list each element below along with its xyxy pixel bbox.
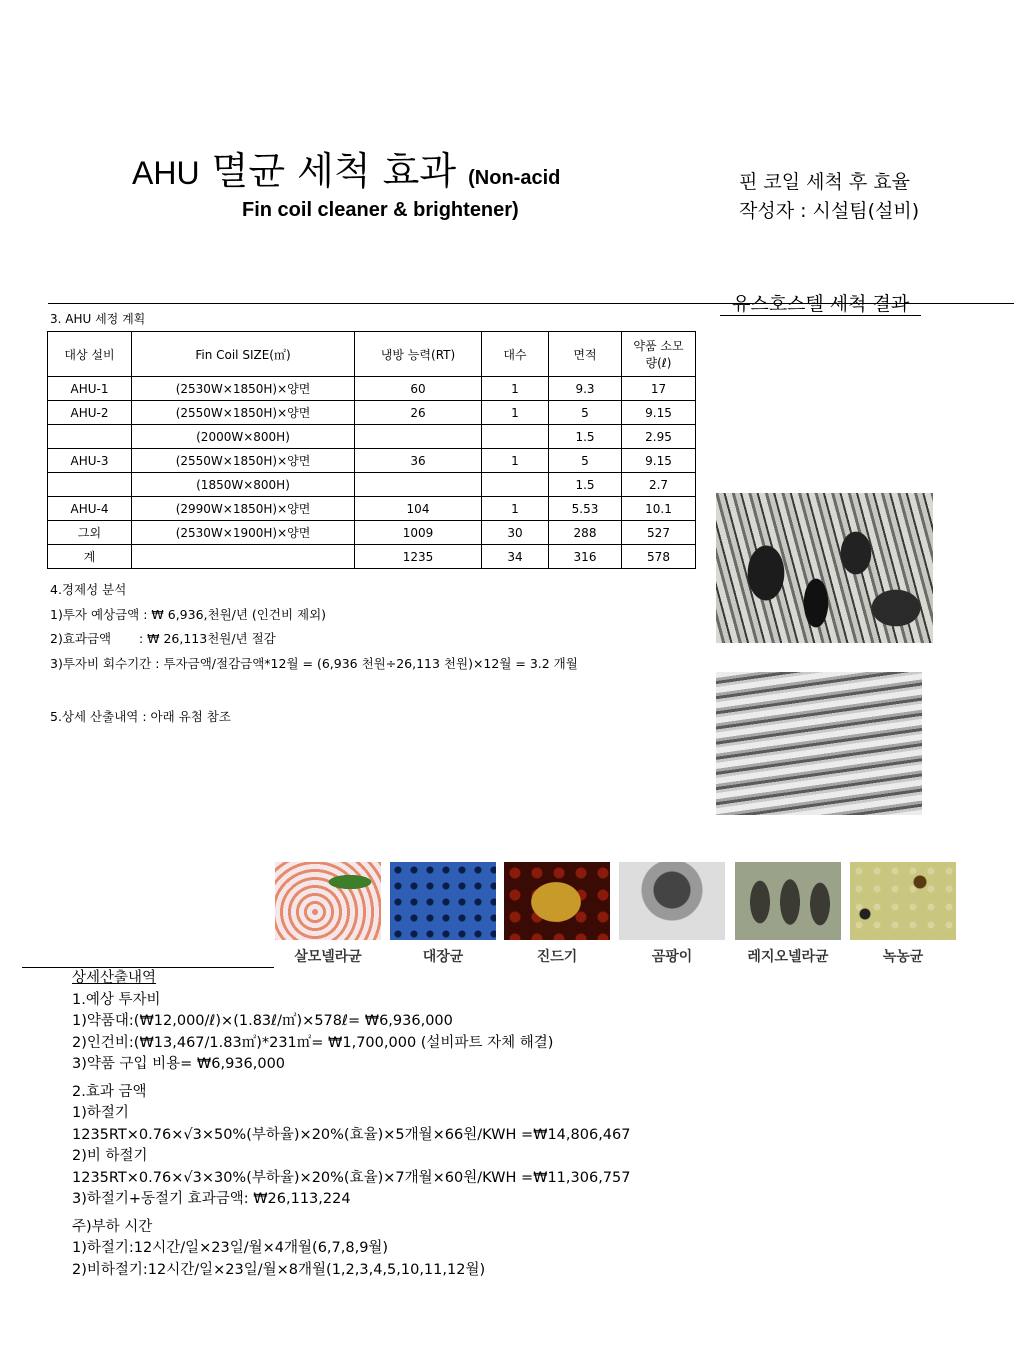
table-cell [355,473,482,497]
mold-image [619,862,725,940]
coil-after-photo [716,672,922,815]
table-row [48,473,696,497]
plan-title: 3. AHU 세정 계획 [50,312,146,326]
table-cell: 2.7 [622,473,696,497]
results-title: 유스호스텔 세척 결과 [720,293,921,316]
table-cell: 1 [482,401,549,425]
bacteria-label: 레지오넬라균 [747,949,829,965]
table-cell: 1.5 [549,473,622,497]
table-cell [482,425,549,449]
detail-section [72,968,630,1281]
bacteria-label: 살모넬라균 [294,949,362,965]
table-cell: 1009 [355,521,482,545]
economics-line: 2)효과금액 : ₩ 26,113천원/년 절감 [50,631,276,646]
table-cell: 1 [482,377,549,401]
table-cell: (2530W×1900H)×양면 [132,521,355,545]
table-cell: 5 [549,449,622,473]
table-cell [48,473,132,497]
table-cell: 17 [622,377,696,401]
table-row [48,497,696,521]
table-row [48,377,696,401]
table-cell: 10.1 [622,497,696,521]
table-cell: 1 [482,497,549,521]
author-label: 작성자 : 시설팀(설비) [739,200,920,222]
e-coli-image [390,862,496,940]
table-cell: 9.15 [622,449,696,473]
legionella-image [735,862,841,940]
salmonella-image [275,862,381,940]
page-title [132,140,560,195]
bacteria-label: 곰팡이 [651,949,693,965]
table-cell: 527 [622,521,696,545]
table-cell: 계 [48,545,132,569]
detail-line: 2)비 하절기 [72,1148,148,1164]
detail-line: 1)하절기:12시간/일×23일/월×4개월(6,7,8,9월) [72,1240,389,1256]
detail-line: 1235RT×0.76×√3×50%(부하율)×20%(효율)×5개월×66원/KWH =₩14,806,467 [72,1126,631,1143]
table-cell: 9.15 [622,401,696,425]
table-cell: 1235 [355,545,482,569]
detail-line: 3)하절기+동절기 효과금액: ₩26,113,224 [72,1191,351,1207]
author-block [739,168,919,226]
table-header: 약품 소모량(ℓ) [622,332,696,377]
coil-before-photo [716,493,933,643]
detail-line: 3)약품 구입 비용= ₩6,936,000 [72,1056,286,1072]
table-cell: 5.53 [549,497,622,521]
economics-title: 4.경제성 분석 [50,582,127,597]
table-header: 대상 설비 [48,332,132,377]
table-header: 냉방 능력(RT) [355,332,482,377]
table-cell: (2990W×1850H)×양면 [132,497,355,521]
title-ahu: AHU [132,155,200,191]
table-cell: 그외 [48,521,132,545]
detail-line: 1235RT×0.76×√3×30%(부하율)×20%(효율)×7개월×60원/KWH =₩11,306,757 [72,1169,631,1186]
table-cell [132,545,355,569]
table-cell: 36 [355,449,482,473]
table-cell: (1850W×800H) [132,473,355,497]
table-total-row [48,545,696,569]
table-cell: 288 [549,521,622,545]
bacteria-label: 진드기 [536,949,578,965]
detail-line: 2)비하절기:12시간/일×23일/월×8개월(1,2,3,4,5,10,11,12월) [72,1261,486,1278]
mite-image [504,862,610,940]
table-cell: (2000W×800H) [132,425,355,449]
table-cell: (2530W×1850H)×양면 [132,377,355,401]
table-header-row [48,332,696,377]
table-cell: AHU-3 [48,449,132,473]
detail-line: 1)하절기 [72,1105,129,1121]
title-korean: 멸균 세척 효과 [199,149,469,193]
economics-section [50,578,578,676]
detail-reference: 5.상세 산출내역 : 아래 유첨 참조 [50,709,231,724]
table-row [48,425,696,449]
detail-heading: 상세산출내역 [72,970,157,986]
table-cell: 578 [622,545,696,569]
table-cell: (2550W×1850H)×양면 [132,449,355,473]
table-cell [482,473,549,497]
section-title: 주)부하 시간 [72,1218,153,1235]
table-row [48,521,696,545]
table-row [48,449,696,473]
table-cell: 1.5 [549,425,622,449]
table-cell: 2.95 [622,425,696,449]
bacteria-label: 녹농균 [882,949,924,965]
plan-table [47,331,696,569]
table-cell: AHU-1 [48,377,132,401]
section-title: 2.효과 금액 [72,1083,147,1100]
pseudomonas-image [850,862,956,940]
table-cell: 26 [355,401,482,425]
table-header: Fin Coil SIZE(㎡) [132,332,355,377]
title-nonacid: (Non-acid [468,167,561,189]
table-cell: 316 [549,545,622,569]
table-row [48,401,696,425]
efficiency-label: 핀 코일 세척 후 효율 [739,171,910,193]
table-cell: AHU-2 [48,401,132,425]
table-cell: 9.3 [549,377,622,401]
table-header: 면적 [549,332,622,377]
table-cell: 104 [355,497,482,521]
section-title: 1.예상 투자비 [72,991,161,1008]
table-cell: (2550W×1850H)×양면 [132,401,355,425]
table-cell [48,425,132,449]
table-header: 대수 [482,332,549,377]
detail-line: 1)약품대:(₩12,000/ℓ)×(1.83ℓ/㎡)×578ℓ= ₩6,936,000 [72,1013,453,1029]
table-cell: 30 [482,521,549,545]
table-cell: 1 [482,449,549,473]
table-cell: 34 [482,545,549,569]
table-cell [355,425,482,449]
economics-line: 1)투자 예상금액 : ₩ 6,936,천원/년 (인건비 제외) [50,606,327,622]
detail-line: 2)인건비:(₩13,467/1.83㎡)*231㎡= ₩1,700,000 (설비파트 자체 해결) [72,1034,554,1051]
table-cell: 60 [355,377,482,401]
table-cell: AHU-4 [48,497,132,521]
economics-line: 3)투자비 회수기간 : 투자금액/절감금액*12월 = (6,936 천원÷26,113 천원)×12월 = 3.2 개월 [50,655,578,671]
bacteria-label: 대장균 [422,949,464,965]
page-subtitle: Fin coil cleaner & brightener) [242,199,519,221]
table-cell: 5 [549,401,622,425]
